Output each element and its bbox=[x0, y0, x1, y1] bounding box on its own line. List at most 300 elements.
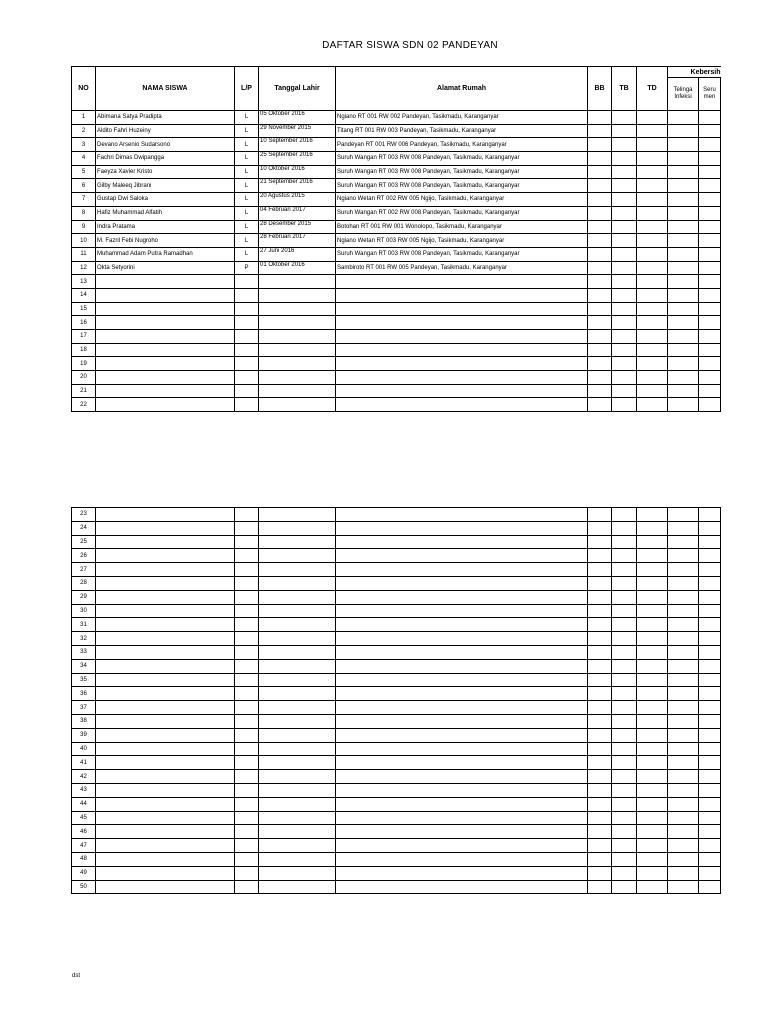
student-name bbox=[96, 645, 235, 659]
student-gender bbox=[235, 728, 259, 742]
student-name bbox=[96, 288, 235, 302]
tb-cell bbox=[612, 206, 637, 220]
student-gender: L bbox=[235, 206, 259, 220]
row-number: 27 bbox=[72, 563, 96, 577]
student-gender bbox=[235, 549, 259, 563]
tb-cell bbox=[612, 330, 637, 344]
bb-cell bbox=[588, 138, 612, 152]
td-cell bbox=[637, 234, 668, 248]
table-row bbox=[72, 783, 721, 797]
table-row bbox=[72, 220, 721, 234]
student-address bbox=[336, 398, 588, 412]
bb-cell bbox=[588, 687, 612, 701]
student-name bbox=[96, 770, 235, 784]
telinga-cell bbox=[668, 288, 699, 302]
student-address: Sambiroto RT 001 RW 005 Pandeyan, Tasikmadu, Karanganyar bbox=[336, 261, 588, 275]
bb-cell bbox=[588, 576, 612, 590]
tb-cell bbox=[612, 234, 637, 248]
table-row bbox=[72, 111, 721, 125]
table-row bbox=[72, 371, 721, 385]
telinga-cell bbox=[668, 371, 699, 385]
student-gender bbox=[235, 811, 259, 825]
tb-cell bbox=[612, 563, 637, 577]
table-row bbox=[72, 576, 721, 590]
tb-cell bbox=[612, 549, 637, 563]
student-name bbox=[96, 687, 235, 701]
student-birth-date: 29 November 2015 bbox=[259, 124, 336, 138]
student-birth-date bbox=[259, 535, 336, 549]
table-row bbox=[72, 275, 721, 289]
td-cell bbox=[637, 138, 668, 152]
table-row bbox=[72, 742, 721, 756]
row-number: 40 bbox=[72, 742, 96, 756]
student-address bbox=[336, 563, 588, 577]
student-name bbox=[96, 783, 235, 797]
tb-cell bbox=[612, 714, 637, 728]
table-row bbox=[72, 687, 721, 701]
row-number: 20 bbox=[72, 371, 96, 385]
td-cell bbox=[637, 701, 668, 715]
tb-cell bbox=[612, 756, 637, 770]
student-address bbox=[336, 673, 588, 687]
serumen-cell bbox=[699, 343, 721, 357]
student-address bbox=[336, 384, 588, 398]
student-birth-date: 10 Oktober 2016 bbox=[259, 165, 336, 179]
table-row bbox=[72, 563, 721, 577]
td-cell bbox=[637, 825, 668, 839]
student-gender bbox=[235, 783, 259, 797]
row-number: 15 bbox=[72, 302, 96, 316]
td-cell bbox=[637, 590, 668, 604]
student-name bbox=[96, 521, 235, 535]
telinga-cell bbox=[668, 234, 699, 248]
student-gender bbox=[235, 839, 259, 853]
student-birth-date bbox=[259, 398, 336, 412]
student-birth-date bbox=[259, 756, 336, 770]
student-birth-date bbox=[259, 371, 336, 385]
student-birth-date bbox=[259, 384, 336, 398]
student-birth-date bbox=[259, 852, 336, 866]
tb-cell bbox=[612, 179, 637, 193]
tb-cell bbox=[612, 728, 637, 742]
telinga-cell bbox=[668, 866, 699, 880]
table-row bbox=[72, 866, 721, 880]
td-cell bbox=[637, 604, 668, 618]
tb-cell bbox=[612, 604, 637, 618]
bb-cell bbox=[588, 302, 612, 316]
student-gender bbox=[235, 398, 259, 412]
serumen-cell bbox=[699, 756, 721, 770]
tb-cell bbox=[612, 618, 637, 632]
student-gender bbox=[235, 590, 259, 604]
tb-cell bbox=[612, 811, 637, 825]
student-name bbox=[96, 756, 235, 770]
student-birth-date bbox=[259, 576, 336, 590]
student-birth-date bbox=[259, 770, 336, 784]
bb-cell bbox=[588, 357, 612, 371]
telinga-cell bbox=[668, 275, 699, 289]
student-birth-date bbox=[259, 508, 336, 522]
serumen-cell bbox=[699, 618, 721, 632]
table-row bbox=[72, 165, 721, 179]
tb-cell bbox=[612, 316, 637, 330]
student-gender bbox=[235, 384, 259, 398]
telinga-cell bbox=[668, 384, 699, 398]
td-cell bbox=[637, 880, 668, 894]
telinga-cell bbox=[668, 880, 699, 894]
serumen-cell bbox=[699, 330, 721, 344]
student-name bbox=[96, 604, 235, 618]
student-gender bbox=[235, 275, 259, 289]
serumen-cell bbox=[699, 206, 721, 220]
td-cell bbox=[637, 535, 668, 549]
serumen-cell bbox=[699, 247, 721, 261]
serumen-cell bbox=[699, 302, 721, 316]
student-address bbox=[336, 632, 588, 646]
row-number: 18 bbox=[72, 343, 96, 357]
row-number: 3 bbox=[72, 138, 96, 152]
student-birth-date bbox=[259, 714, 336, 728]
tb-cell bbox=[612, 797, 637, 811]
student-name bbox=[96, 825, 235, 839]
student-birth-date bbox=[259, 549, 336, 563]
student-address: Pandeyan RT 001 RW 006 Pandeyan, Tasikmadu, Karanganyar bbox=[336, 138, 588, 152]
row-number: 39 bbox=[72, 728, 96, 742]
student-address bbox=[336, 825, 588, 839]
table-row bbox=[72, 124, 721, 138]
student-name bbox=[96, 316, 235, 330]
tb-cell bbox=[612, 193, 637, 207]
student-name: Gilby Maleeq Jibrani bbox=[96, 179, 235, 193]
student-birth-date bbox=[259, 701, 336, 715]
student-address bbox=[336, 714, 588, 728]
student-gender bbox=[235, 880, 259, 894]
telinga-cell bbox=[668, 590, 699, 604]
student-address bbox=[336, 783, 588, 797]
td-cell bbox=[637, 770, 668, 784]
td-cell bbox=[637, 508, 668, 522]
student-gender bbox=[235, 659, 259, 673]
td-cell bbox=[637, 398, 668, 412]
student-birth-date bbox=[259, 521, 336, 535]
student-name: Hafiz Muhammad Alfatih bbox=[96, 206, 235, 220]
bb-cell bbox=[588, 590, 612, 604]
student-name bbox=[96, 384, 235, 398]
header-tanggal-lahir: Tanggal Lahir bbox=[259, 67, 336, 111]
student-birth-date bbox=[259, 563, 336, 577]
row-number: 32 bbox=[72, 632, 96, 646]
student-gender bbox=[235, 645, 259, 659]
serumen-cell bbox=[699, 714, 721, 728]
tb-cell bbox=[612, 770, 637, 784]
bb-cell bbox=[588, 165, 612, 179]
td-cell bbox=[637, 124, 668, 138]
student-name bbox=[96, 618, 235, 632]
telinga-cell bbox=[668, 797, 699, 811]
serumen-cell bbox=[699, 797, 721, 811]
student-address bbox=[336, 343, 588, 357]
student-gender bbox=[235, 576, 259, 590]
student-address bbox=[336, 687, 588, 701]
tb-cell bbox=[612, 508, 637, 522]
td-cell bbox=[637, 111, 668, 125]
serumen-cell bbox=[699, 701, 721, 715]
serumen-cell bbox=[699, 563, 721, 577]
serumen-cell bbox=[699, 604, 721, 618]
serumen-cell bbox=[699, 165, 721, 179]
telinga-cell bbox=[668, 179, 699, 193]
student-name bbox=[96, 508, 235, 522]
student-address: Ngiano Wetan RT 003 RW 005 Ngijo, Tasikmadu, Karanganyar bbox=[336, 234, 588, 248]
telinga-cell bbox=[668, 714, 699, 728]
student-gender bbox=[235, 302, 259, 316]
student-gender bbox=[235, 535, 259, 549]
bb-cell bbox=[588, 783, 612, 797]
telinga-cell bbox=[668, 330, 699, 344]
student-gender: P bbox=[235, 261, 259, 275]
row-number: 46 bbox=[72, 825, 96, 839]
student-gender bbox=[235, 288, 259, 302]
student-name bbox=[96, 659, 235, 673]
table-row bbox=[72, 604, 721, 618]
bb-cell bbox=[588, 288, 612, 302]
serumen-cell bbox=[699, 742, 721, 756]
student-gender bbox=[235, 330, 259, 344]
row-number: 37 bbox=[72, 701, 96, 715]
student-name bbox=[96, 371, 235, 385]
student-address bbox=[336, 880, 588, 894]
student-name bbox=[96, 880, 235, 894]
tb-cell bbox=[612, 852, 637, 866]
table-row bbox=[72, 811, 721, 825]
student-address bbox=[336, 839, 588, 853]
table-row bbox=[72, 302, 721, 316]
serumen-cell bbox=[699, 632, 721, 646]
telinga-cell bbox=[668, 193, 699, 207]
serumen-cell bbox=[699, 398, 721, 412]
student-gender: L bbox=[235, 234, 259, 248]
student-name bbox=[96, 811, 235, 825]
telinga-cell bbox=[668, 576, 699, 590]
td-cell bbox=[637, 343, 668, 357]
bb-cell bbox=[588, 220, 612, 234]
telinga-cell bbox=[668, 357, 699, 371]
td-cell bbox=[637, 384, 668, 398]
serumen-cell bbox=[699, 111, 721, 125]
serumen-cell bbox=[699, 179, 721, 193]
bb-cell bbox=[588, 206, 612, 220]
table-row bbox=[72, 261, 721, 275]
table-row bbox=[72, 521, 721, 535]
tb-cell bbox=[612, 275, 637, 289]
student-gender: L bbox=[235, 220, 259, 234]
student-address bbox=[336, 742, 588, 756]
student-birth-date: 25 September 2016 bbox=[259, 152, 336, 166]
table-row bbox=[72, 701, 721, 715]
student-name bbox=[96, 852, 235, 866]
bb-cell bbox=[588, 852, 612, 866]
bb-cell bbox=[588, 152, 612, 166]
header-serumen: Seru men bbox=[699, 78, 721, 111]
row-number: 45 bbox=[72, 811, 96, 825]
student-name: M. Fazril Febi Nugroho bbox=[96, 234, 235, 248]
serumen-cell bbox=[699, 288, 721, 302]
student-name bbox=[96, 742, 235, 756]
bb-cell bbox=[588, 673, 612, 687]
header-lp: L/P bbox=[235, 67, 259, 111]
telinga-cell bbox=[668, 343, 699, 357]
student-name bbox=[96, 797, 235, 811]
row-number: 8 bbox=[72, 206, 96, 220]
student-address bbox=[336, 659, 588, 673]
row-number: 30 bbox=[72, 604, 96, 618]
student-address bbox=[336, 604, 588, 618]
serumen-cell bbox=[699, 549, 721, 563]
student-name: Abimana Satya Pradipta bbox=[96, 111, 235, 125]
row-number: 12 bbox=[72, 261, 96, 275]
serumen-cell bbox=[699, 770, 721, 784]
telinga-cell bbox=[668, 811, 699, 825]
table-row bbox=[72, 756, 721, 770]
tb-cell bbox=[612, 288, 637, 302]
td-cell bbox=[637, 866, 668, 880]
bb-cell bbox=[588, 714, 612, 728]
table-row bbox=[72, 508, 721, 522]
row-number: 25 bbox=[72, 535, 96, 549]
student-name: Faeyza Xavier Kristo bbox=[96, 165, 235, 179]
row-number: 42 bbox=[72, 770, 96, 784]
student-gender: L bbox=[235, 179, 259, 193]
tb-cell bbox=[612, 839, 637, 853]
bb-cell bbox=[588, 275, 612, 289]
student-name: Muhammad Adam Putra Ramadhan bbox=[96, 247, 235, 261]
student-name bbox=[96, 576, 235, 590]
student-birth-date bbox=[259, 825, 336, 839]
row-number: 22 bbox=[72, 398, 96, 412]
bb-cell bbox=[588, 193, 612, 207]
row-number: 38 bbox=[72, 714, 96, 728]
student-gender: L bbox=[235, 247, 259, 261]
student-gender bbox=[235, 604, 259, 618]
serumen-cell bbox=[699, 811, 721, 825]
row-number: 1 bbox=[72, 111, 96, 125]
student-birth-date bbox=[259, 302, 336, 316]
tb-cell bbox=[612, 343, 637, 357]
tb-cell bbox=[612, 880, 637, 894]
bb-cell bbox=[588, 111, 612, 125]
bb-cell bbox=[588, 811, 612, 825]
student-name: Okta Setyorini bbox=[96, 261, 235, 275]
row-number: 19 bbox=[72, 357, 96, 371]
row-number: 31 bbox=[72, 618, 96, 632]
row-number: 23 bbox=[72, 508, 96, 522]
student-address: Titang RT 001 RW 003 Pandeyan, Tasikmadu, Karanganyar bbox=[336, 124, 588, 138]
row-number: 11 bbox=[72, 247, 96, 261]
student-name bbox=[96, 343, 235, 357]
telinga-cell bbox=[668, 742, 699, 756]
telinga-cell bbox=[668, 206, 699, 220]
student-name: Devano Arsenio Sudarsono bbox=[96, 138, 235, 152]
td-cell bbox=[637, 632, 668, 646]
student-birth-date bbox=[259, 590, 336, 604]
serumen-cell bbox=[699, 371, 721, 385]
header-tb: TB bbox=[612, 67, 637, 111]
student-gender bbox=[235, 357, 259, 371]
row-number: 26 bbox=[72, 549, 96, 563]
row-number: 47 bbox=[72, 839, 96, 853]
td-cell bbox=[637, 330, 668, 344]
student-gender bbox=[235, 825, 259, 839]
student-birth-date bbox=[259, 288, 336, 302]
td-cell bbox=[637, 742, 668, 756]
td-cell bbox=[637, 783, 668, 797]
bb-cell bbox=[588, 261, 612, 275]
table-row bbox=[72, 316, 721, 330]
student-birth-date: 20 Agustus 2015 bbox=[259, 193, 336, 207]
row-number: 2 bbox=[72, 124, 96, 138]
td-cell bbox=[637, 206, 668, 220]
bb-cell bbox=[588, 371, 612, 385]
tb-cell bbox=[612, 742, 637, 756]
telinga-cell bbox=[668, 111, 699, 125]
row-number: 44 bbox=[72, 797, 96, 811]
bb-cell bbox=[588, 535, 612, 549]
bb-cell bbox=[588, 728, 612, 742]
student-birth-date: 04 Februari 2017 bbox=[259, 206, 336, 220]
row-number: 50 bbox=[72, 880, 96, 894]
bb-cell bbox=[588, 508, 612, 522]
telinga-cell bbox=[668, 124, 699, 138]
table-row bbox=[72, 880, 721, 894]
td-cell bbox=[637, 316, 668, 330]
td-cell bbox=[637, 179, 668, 193]
student-gender bbox=[235, 797, 259, 811]
td-cell bbox=[637, 152, 668, 166]
td-cell bbox=[637, 549, 668, 563]
row-number: 17 bbox=[72, 330, 96, 344]
td-cell bbox=[637, 714, 668, 728]
student-name bbox=[96, 866, 235, 880]
document-title: DAFTAR SISWA SDN 02 PANDEYAN bbox=[322, 40, 498, 51]
student-name bbox=[96, 714, 235, 728]
bb-cell bbox=[588, 330, 612, 344]
student-birth-date bbox=[259, 728, 336, 742]
student-name: Indra Pratama bbox=[96, 220, 235, 234]
student-birth-date: 05 Oktober 2016 bbox=[259, 111, 336, 125]
header-alamat-rumah: Alamat Rumah bbox=[336, 67, 588, 111]
student-address: Ngiano RT 001 RW 002 Pandeyan, Tasikmadu, Karanganyar bbox=[336, 111, 588, 125]
td-cell bbox=[637, 576, 668, 590]
tb-cell bbox=[612, 590, 637, 604]
bb-cell bbox=[588, 701, 612, 715]
td-cell bbox=[637, 811, 668, 825]
telinga-cell bbox=[668, 659, 699, 673]
td-cell bbox=[637, 261, 668, 275]
student-gender: L bbox=[235, 152, 259, 166]
student-birth-date: 21 September 2016 bbox=[259, 179, 336, 193]
telinga-cell bbox=[668, 825, 699, 839]
header-nama-siswa: NAMA SISWA bbox=[96, 67, 235, 111]
telinga-cell bbox=[668, 839, 699, 853]
serumen-cell bbox=[699, 825, 721, 839]
telinga-cell bbox=[668, 728, 699, 742]
student-rows bbox=[72, 111, 721, 412]
student-rows-continued bbox=[72, 508, 721, 894]
table-row bbox=[72, 206, 721, 220]
td-cell bbox=[637, 193, 668, 207]
student-birth-date bbox=[259, 742, 336, 756]
student-gender: L bbox=[235, 124, 259, 138]
